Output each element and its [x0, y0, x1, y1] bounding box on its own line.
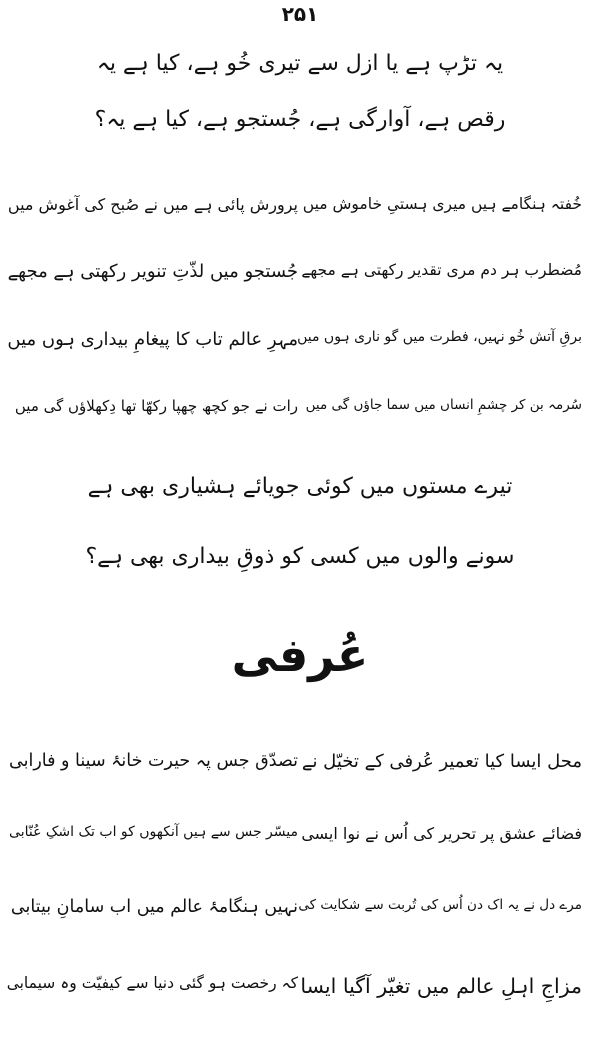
couplet-3-first-hemistich: برقِ آتش خُو نہیں، فطرت میں گو ناری ہوں میں [297, 329, 582, 345]
couplet-1-second-hemistich: پرورش پائی ہے میں نے صُبح کی آغوش میں [7, 195, 298, 214]
couplet-5-first-hemistich: محل ایسا کیا تعمیر عُرفی کے تخیّل نے [301, 751, 582, 772]
couplet-6-first-hemistich: فضائے عشق پر تحریر کی اُس نے نوا ایسی [301, 824, 582, 843]
closing-verse-1: تیرے مستوں میں کوئی جویائے ہشیاری بھی ہے [87, 474, 513, 499]
couplet-4-first-hemistich: سُرمہ بن کر چشمِ انساں میں سما جاؤں گی میں [305, 397, 582, 413]
opening-verse-1: یہ تڑپ ہے یا ازل سے تیری خُو ہے، کیا ہے یہ [96, 51, 504, 76]
couplet-8-second-hemistich: کہ رخصت ہو گئی دنیا سے کیفیّت وہ سیمابی [6, 974, 298, 992]
couplet-2-first-hemistich: مُضطرب ہر دم مری تقدیر رکھتی ہے مجھے [301, 261, 582, 279]
couplet-8-first-hemistich: مزاجِ اہلِ عالم میں تغیّر آگیا ایسا [300, 974, 582, 998]
section-heading: عُرفی [231, 628, 369, 682]
couplet-5-second-hemistich: تصدّق جس پہ حیرت خانۂ سینا و فارابی [9, 751, 298, 771]
page-number: ۲۵۱ [281, 2, 319, 26]
closing-verse-2: سونے والوں میں کسی کو ذوقِ بیداری بھی ہے؟ [85, 544, 515, 569]
couplet-3-second-hemistich: مہرِ عالم تاب کا پیغامِ بیداری ہوں میں [7, 329, 298, 350]
couplet-1-first-hemistich: خُفتہ ہنگامے ہیں میری ہستیِ خاموش میں [302, 195, 582, 213]
couplet-6-second-hemistich: میسّر جس سے ہیں آنکھوں کو اب تک اشکِ عُنّابی [9, 824, 298, 840]
couplet-4-second-hemistich: رات نے جو کچھ چھپا رکھّا تھا دِکھلاؤں گی میں [14, 397, 298, 415]
couplet-7-first-hemistich: مرے دل نے یہ اک دن اُس کی تُربت سے شکایت کی [298, 897, 582, 913]
couplet-7-second-hemistich: نہیں ہنگامۂ عالم میں اب سامانِ بیتابی [10, 897, 298, 917]
couplet-2-second-hemistich: جُستجو میں لذّتِ تنویر رکھتی ہے مجھے [7, 261, 298, 282]
opening-verse-2: رقص ہے، آوارگی ہے، جُستجو ہے، کیا ہے یہ؟ [94, 107, 506, 132]
